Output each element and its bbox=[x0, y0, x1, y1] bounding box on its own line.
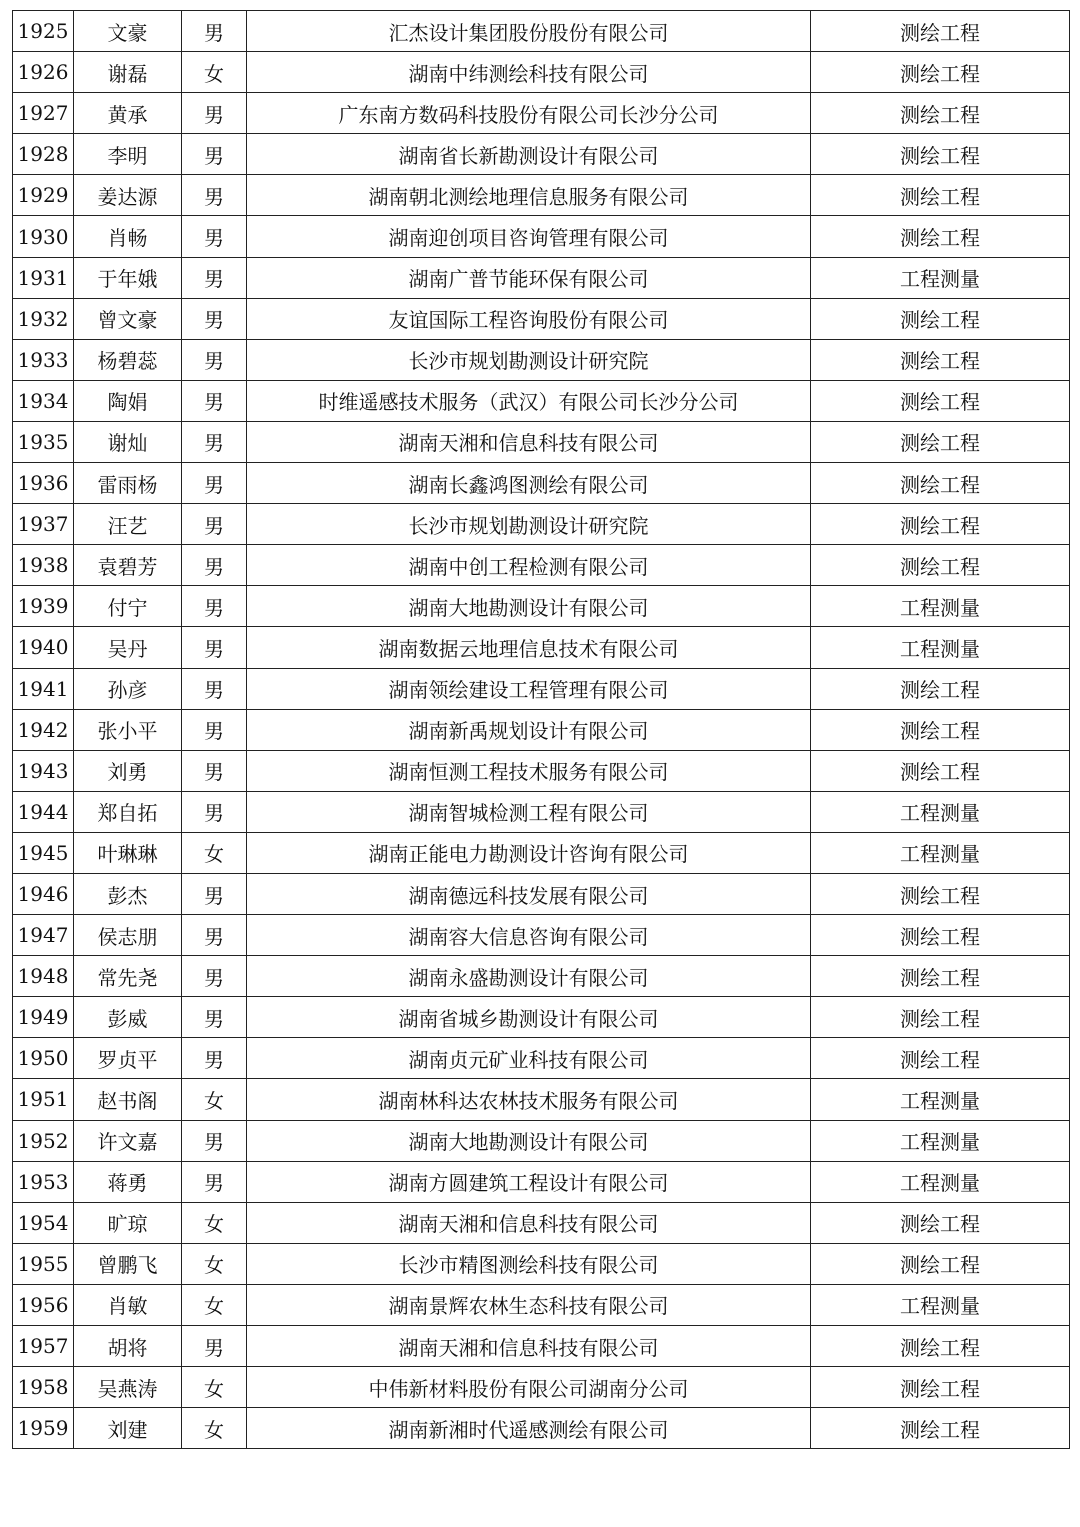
row-number-cell: 1950 bbox=[13, 1038, 74, 1079]
company-cell: 湖南容大信息咨询有限公司 bbox=[247, 915, 811, 956]
name-cell: 刘勇 bbox=[74, 750, 182, 791]
gender-cell: 男 bbox=[182, 915, 247, 956]
gender-cell: 男 bbox=[182, 134, 247, 175]
gender-cell: 男 bbox=[182, 1038, 247, 1079]
row-number-cell: 1951 bbox=[13, 1079, 74, 1120]
gender-cell: 男 bbox=[182, 93, 247, 134]
row-number-cell: 1955 bbox=[13, 1243, 74, 1284]
major-cell: 工程测量 bbox=[811, 1079, 1070, 1120]
name-cell: 谢磊 bbox=[74, 52, 182, 93]
company-cell: 湖南朝北测绘地理信息服务有限公司 bbox=[247, 175, 811, 216]
table-row bbox=[13, 1408, 1070, 1449]
table-row bbox=[13, 791, 1070, 832]
name-cell: 汪艺 bbox=[74, 504, 182, 545]
company-cell: 湖南天湘和信息科技有限公司 bbox=[247, 421, 811, 462]
major-cell: 测绘工程 bbox=[811, 175, 1070, 216]
name-cell: 于年娥 bbox=[74, 257, 182, 298]
table-row bbox=[13, 298, 1070, 339]
row-number-cell: 1931 bbox=[13, 257, 74, 298]
table-row bbox=[13, 257, 1070, 298]
gender-cell: 女 bbox=[182, 832, 247, 873]
name-cell: 吴丹 bbox=[74, 627, 182, 668]
name-cell: 侯志朋 bbox=[74, 915, 182, 956]
table-row bbox=[13, 873, 1070, 914]
name-cell: 曾文豪 bbox=[74, 298, 182, 339]
major-cell: 测绘工程 bbox=[811, 298, 1070, 339]
name-cell: 谢灿 bbox=[74, 421, 182, 462]
major-cell: 测绘工程 bbox=[811, 134, 1070, 175]
company-cell: 时维遥感技术服务（武汉）有限公司长沙分公司 bbox=[247, 380, 811, 421]
major-cell: 工程测量 bbox=[811, 627, 1070, 668]
name-cell: 赵书阁 bbox=[74, 1079, 182, 1120]
company-cell: 长沙市规划勘测设计研究院 bbox=[247, 504, 811, 545]
table-row bbox=[13, 627, 1070, 668]
company-cell: 湖南恒测工程技术服务有限公司 bbox=[247, 750, 811, 791]
row-number-cell: 1959 bbox=[13, 1408, 74, 1449]
name-cell: 肖敏 bbox=[74, 1284, 182, 1325]
major-cell: 测绘工程 bbox=[811, 52, 1070, 93]
gender-cell: 女 bbox=[182, 1079, 247, 1120]
row-number-cell: 1925 bbox=[13, 11, 74, 52]
company-cell: 湖南景辉农林生态科技有限公司 bbox=[247, 1284, 811, 1325]
major-cell: 测绘工程 bbox=[811, 1326, 1070, 1367]
table-row bbox=[13, 832, 1070, 873]
company-cell: 湖南林科达农林技术服务有限公司 bbox=[247, 1079, 811, 1120]
gender-cell: 女 bbox=[182, 1202, 247, 1243]
gender-cell: 女 bbox=[182, 1284, 247, 1325]
major-cell: 工程测量 bbox=[811, 1284, 1070, 1325]
name-cell: 陶娟 bbox=[74, 380, 182, 421]
name-cell: 姜达源 bbox=[74, 175, 182, 216]
company-cell: 湖南贞元矿业科技有限公司 bbox=[247, 1038, 811, 1079]
gender-cell: 男 bbox=[182, 298, 247, 339]
table-row bbox=[13, 1284, 1070, 1325]
row-number-cell: 1957 bbox=[13, 1326, 74, 1367]
gender-cell: 男 bbox=[182, 956, 247, 997]
table-row bbox=[13, 11, 1070, 52]
company-cell: 汇杰设计集团股份股份有限公司 bbox=[247, 11, 811, 52]
row-number-cell: 1930 bbox=[13, 216, 74, 257]
personnel-table bbox=[12, 10, 1070, 1449]
company-cell: 友谊国际工程咨询股份有限公司 bbox=[247, 298, 811, 339]
gender-cell: 男 bbox=[182, 873, 247, 914]
gender-cell: 男 bbox=[182, 11, 247, 52]
row-number-cell: 1946 bbox=[13, 873, 74, 914]
name-cell: 常先尧 bbox=[74, 956, 182, 997]
gender-cell: 男 bbox=[182, 175, 247, 216]
major-cell: 测绘工程 bbox=[811, 463, 1070, 504]
major-cell: 测绘工程 bbox=[811, 339, 1070, 380]
major-cell: 测绘工程 bbox=[811, 956, 1070, 997]
gender-cell: 男 bbox=[182, 216, 247, 257]
gender-cell: 女 bbox=[182, 1367, 247, 1408]
name-cell: 付宁 bbox=[74, 586, 182, 627]
table-row bbox=[13, 380, 1070, 421]
gender-cell: 女 bbox=[182, 52, 247, 93]
table-row bbox=[13, 339, 1070, 380]
table-row bbox=[13, 421, 1070, 462]
gender-cell: 男 bbox=[182, 1161, 247, 1202]
major-cell: 测绘工程 bbox=[811, 997, 1070, 1038]
table-row bbox=[13, 915, 1070, 956]
gender-cell: 男 bbox=[182, 586, 247, 627]
company-cell: 湖南迎创项目咨询管理有限公司 bbox=[247, 216, 811, 257]
company-cell: 湖南正能电力勘测设计咨询有限公司 bbox=[247, 832, 811, 873]
major-cell: 工程测量 bbox=[811, 586, 1070, 627]
major-cell: 测绘工程 bbox=[811, 216, 1070, 257]
gender-cell: 男 bbox=[182, 791, 247, 832]
gender-cell: 男 bbox=[182, 1120, 247, 1161]
major-cell: 测绘工程 bbox=[811, 873, 1070, 914]
gender-cell: 男 bbox=[182, 709, 247, 750]
company-cell: 湖南大地勘测设计有限公司 bbox=[247, 1120, 811, 1161]
company-cell: 湖南天湘和信息科技有限公司 bbox=[247, 1326, 811, 1367]
table-row bbox=[13, 586, 1070, 627]
gender-cell: 女 bbox=[182, 1243, 247, 1284]
name-cell: 袁碧芳 bbox=[74, 545, 182, 586]
gender-cell: 男 bbox=[182, 339, 247, 380]
table-row bbox=[13, 463, 1070, 504]
gender-cell: 男 bbox=[182, 463, 247, 504]
major-cell: 测绘工程 bbox=[811, 545, 1070, 586]
company-cell: 湖南中创工程检测有限公司 bbox=[247, 545, 811, 586]
gender-cell: 男 bbox=[182, 421, 247, 462]
name-cell: 曾鹏飞 bbox=[74, 1243, 182, 1284]
gender-cell: 男 bbox=[182, 668, 247, 709]
gender-cell: 男 bbox=[182, 997, 247, 1038]
row-number-cell: 1948 bbox=[13, 956, 74, 997]
gender-cell: 男 bbox=[182, 257, 247, 298]
company-cell: 湖南中纬测绘科技有限公司 bbox=[247, 52, 811, 93]
table-row bbox=[13, 1161, 1070, 1202]
company-cell: 湖南德远科技发展有限公司 bbox=[247, 873, 811, 914]
row-number-cell: 1958 bbox=[13, 1367, 74, 1408]
company-cell: 湖南长鑫鸿图测绘有限公司 bbox=[247, 463, 811, 504]
major-cell: 测绘工程 bbox=[811, 709, 1070, 750]
major-cell: 测绘工程 bbox=[811, 1408, 1070, 1449]
row-number-cell: 1934 bbox=[13, 380, 74, 421]
table-row bbox=[13, 709, 1070, 750]
table-row bbox=[13, 134, 1070, 175]
table-row bbox=[13, 1367, 1070, 1408]
name-cell: 旷琼 bbox=[74, 1202, 182, 1243]
personnel-list-sheet bbox=[12, 10, 1069, 1449]
row-number-cell: 1926 bbox=[13, 52, 74, 93]
row-number-cell: 1935 bbox=[13, 421, 74, 462]
company-cell: 湖南新禹规划设计有限公司 bbox=[247, 709, 811, 750]
major-cell: 测绘工程 bbox=[811, 1243, 1070, 1284]
personnel-table-body bbox=[13, 11, 1070, 1449]
gender-cell: 男 bbox=[182, 545, 247, 586]
company-cell: 湖南省城乡勘测设计有限公司 bbox=[247, 997, 811, 1038]
major-cell: 工程测量 bbox=[811, 832, 1070, 873]
gender-cell: 男 bbox=[182, 1326, 247, 1367]
company-cell: 湖南新湘时代遥感测绘有限公司 bbox=[247, 1408, 811, 1449]
row-number-cell: 1938 bbox=[13, 545, 74, 586]
name-cell: 罗贞平 bbox=[74, 1038, 182, 1079]
table-row bbox=[13, 1326, 1070, 1367]
name-cell: 杨碧蕊 bbox=[74, 339, 182, 380]
major-cell: 测绘工程 bbox=[811, 504, 1070, 545]
row-number-cell: 1956 bbox=[13, 1284, 74, 1325]
major-cell: 测绘工程 bbox=[811, 1367, 1070, 1408]
major-cell: 测绘工程 bbox=[811, 11, 1070, 52]
gender-cell: 男 bbox=[182, 380, 247, 421]
row-number-cell: 1949 bbox=[13, 997, 74, 1038]
major-cell: 测绘工程 bbox=[811, 668, 1070, 709]
gender-cell: 女 bbox=[182, 1408, 247, 1449]
company-cell: 湖南大地勘测设计有限公司 bbox=[247, 586, 811, 627]
major-cell: 工程测量 bbox=[811, 1161, 1070, 1202]
row-number-cell: 1939 bbox=[13, 586, 74, 627]
name-cell: 文豪 bbox=[74, 11, 182, 52]
gender-cell: 男 bbox=[182, 750, 247, 791]
name-cell: 雷雨杨 bbox=[74, 463, 182, 504]
row-number-cell: 1952 bbox=[13, 1120, 74, 1161]
row-number-cell: 1937 bbox=[13, 504, 74, 545]
company-cell: 湖南方圆建筑工程设计有限公司 bbox=[247, 1161, 811, 1202]
name-cell: 叶琳琳 bbox=[74, 832, 182, 873]
name-cell: 刘建 bbox=[74, 1408, 182, 1449]
row-number-cell: 1944 bbox=[13, 791, 74, 832]
major-cell: 测绘工程 bbox=[811, 380, 1070, 421]
name-cell: 孙彦 bbox=[74, 668, 182, 709]
name-cell: 彭杰 bbox=[74, 873, 182, 914]
name-cell: 胡将 bbox=[74, 1326, 182, 1367]
company-cell: 湖南智城检测工程有限公司 bbox=[247, 791, 811, 832]
table-row bbox=[13, 1243, 1070, 1284]
major-cell: 测绘工程 bbox=[811, 915, 1070, 956]
row-number-cell: 1927 bbox=[13, 93, 74, 134]
gender-cell: 男 bbox=[182, 627, 247, 668]
company-cell: 湖南数据云地理信息技术有限公司 bbox=[247, 627, 811, 668]
company-cell: 长沙市规划勘测设计研究院 bbox=[247, 339, 811, 380]
company-cell: 湖南省长新勘测设计有限公司 bbox=[247, 134, 811, 175]
table-row bbox=[13, 504, 1070, 545]
row-number-cell: 1940 bbox=[13, 627, 74, 668]
company-cell: 湖南广普节能环保有限公司 bbox=[247, 257, 811, 298]
company-cell: 湖南永盛勘测设计有限公司 bbox=[247, 956, 811, 997]
table-row bbox=[13, 216, 1070, 257]
table-row bbox=[13, 997, 1070, 1038]
table-row bbox=[13, 93, 1070, 134]
name-cell: 吴燕涛 bbox=[74, 1367, 182, 1408]
row-number-cell: 1933 bbox=[13, 339, 74, 380]
row-number-cell: 1928 bbox=[13, 134, 74, 175]
major-cell: 测绘工程 bbox=[811, 1038, 1070, 1079]
table-row bbox=[13, 668, 1070, 709]
company-cell: 湖南领绘建设工程管理有限公司 bbox=[247, 668, 811, 709]
table-row bbox=[13, 956, 1070, 997]
row-number-cell: 1953 bbox=[13, 1161, 74, 1202]
company-cell: 湖南天湘和信息科技有限公司 bbox=[247, 1202, 811, 1243]
row-number-cell: 1945 bbox=[13, 832, 74, 873]
row-number-cell: 1943 bbox=[13, 750, 74, 791]
major-cell: 测绘工程 bbox=[811, 421, 1070, 462]
gender-cell: 男 bbox=[182, 504, 247, 545]
table-row bbox=[13, 1202, 1070, 1243]
name-cell: 肖畅 bbox=[74, 216, 182, 257]
major-cell: 测绘工程 bbox=[811, 93, 1070, 134]
row-number-cell: 1942 bbox=[13, 709, 74, 750]
name-cell: 许文嘉 bbox=[74, 1120, 182, 1161]
name-cell: 张小平 bbox=[74, 709, 182, 750]
table-row bbox=[13, 1038, 1070, 1079]
major-cell: 工程测量 bbox=[811, 257, 1070, 298]
row-number-cell: 1954 bbox=[13, 1202, 74, 1243]
name-cell: 李明 bbox=[74, 134, 182, 175]
name-cell: 黄承 bbox=[74, 93, 182, 134]
table-row bbox=[13, 175, 1070, 216]
table-row bbox=[13, 545, 1070, 586]
major-cell: 工程测量 bbox=[811, 1120, 1070, 1161]
company-cell: 长沙市精图测绘科技有限公司 bbox=[247, 1243, 811, 1284]
name-cell: 郑自拓 bbox=[74, 791, 182, 832]
major-cell: 测绘工程 bbox=[811, 750, 1070, 791]
table-row bbox=[13, 1120, 1070, 1161]
name-cell: 彭威 bbox=[74, 997, 182, 1038]
company-cell: 中伟新材料股份有限公司湖南分公司 bbox=[247, 1367, 811, 1408]
row-number-cell: 1932 bbox=[13, 298, 74, 339]
table-row bbox=[13, 52, 1070, 93]
table-row bbox=[13, 750, 1070, 791]
row-number-cell: 1947 bbox=[13, 915, 74, 956]
company-cell: 广东南方数码科技股份有限公司长沙分公司 bbox=[247, 93, 811, 134]
major-cell: 测绘工程 bbox=[811, 1202, 1070, 1243]
table-row bbox=[13, 1079, 1070, 1120]
row-number-cell: 1936 bbox=[13, 463, 74, 504]
row-number-cell: 1941 bbox=[13, 668, 74, 709]
major-cell: 工程测量 bbox=[811, 791, 1070, 832]
row-number-cell: 1929 bbox=[13, 175, 74, 216]
name-cell: 蒋勇 bbox=[74, 1161, 182, 1202]
